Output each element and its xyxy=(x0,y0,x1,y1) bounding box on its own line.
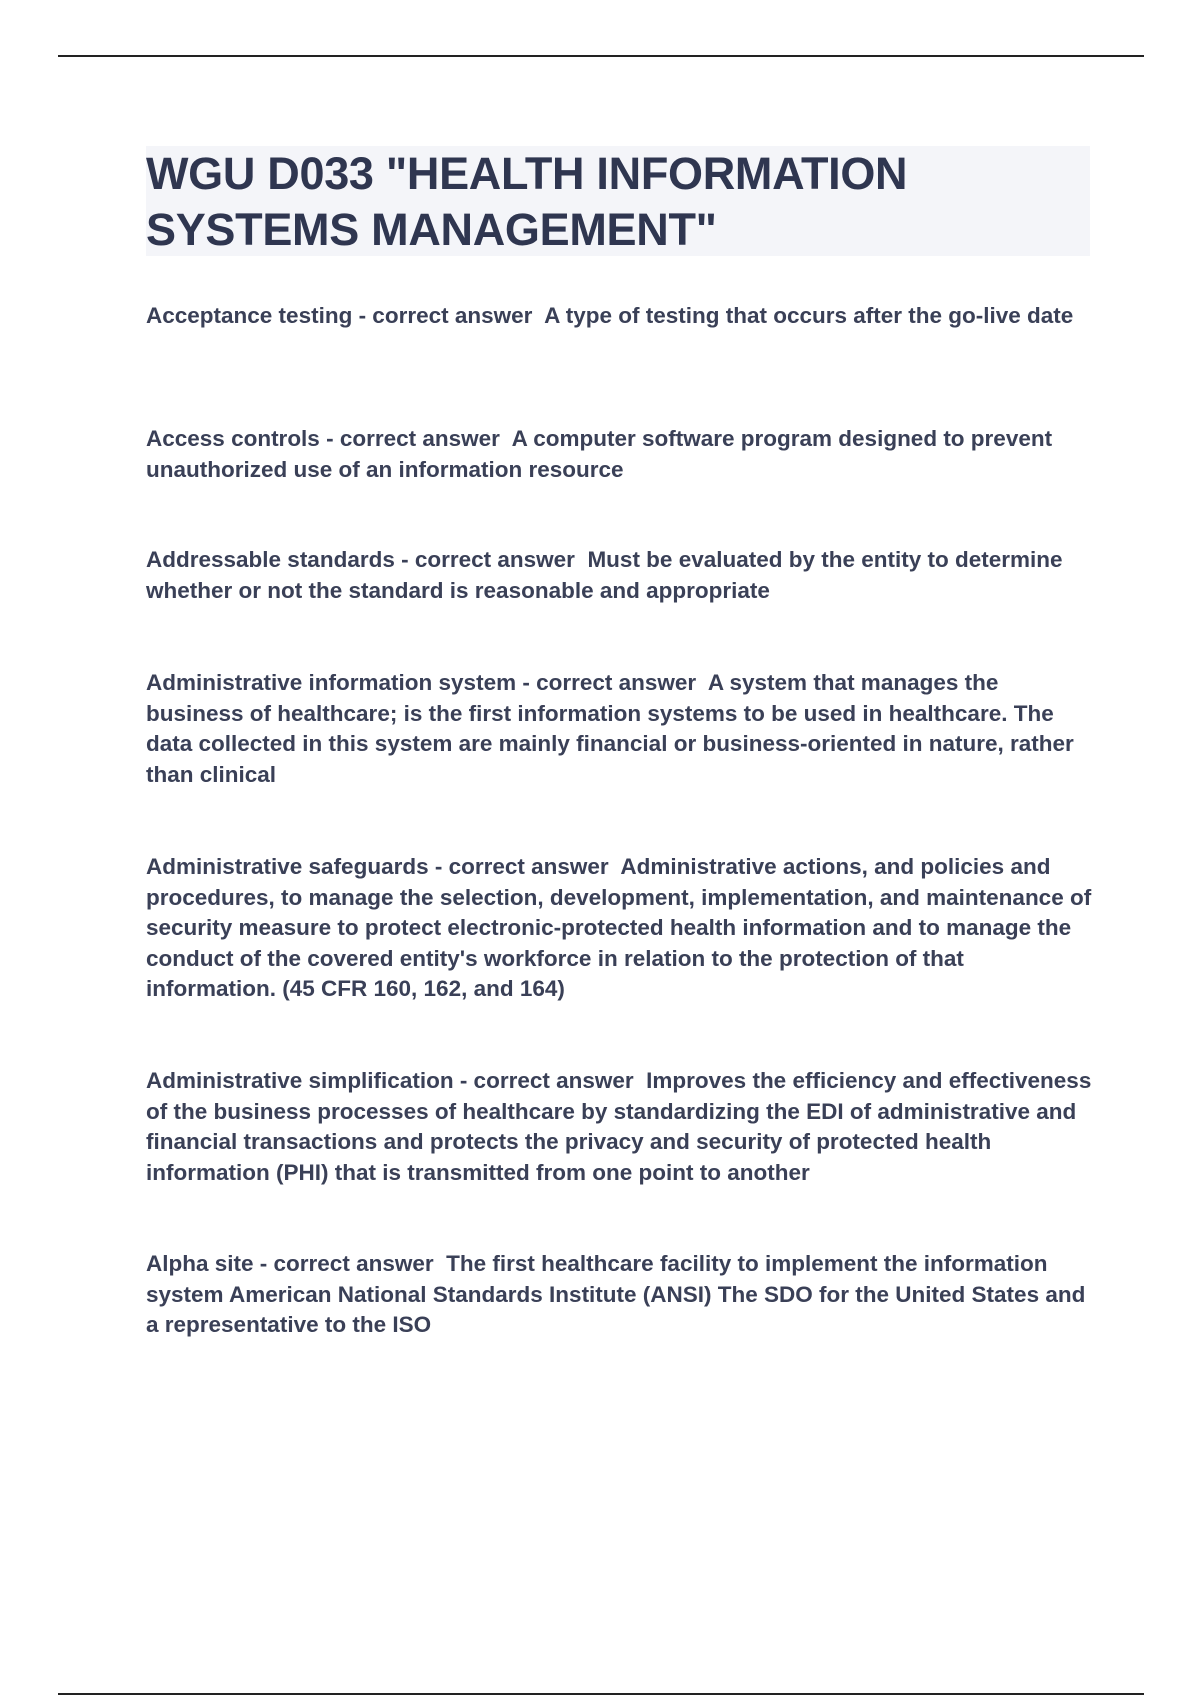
entry-separator: - correct answer xyxy=(394,547,588,572)
bottom-rule xyxy=(58,1693,1144,1695)
entry-term: Administrative information system xyxy=(146,670,517,695)
entry-definition: A computer software program designed to prevent unauthorized use of an information resource xyxy=(146,426,1059,482)
entry-separator: - correct answer xyxy=(319,426,512,451)
entry-term: Addressable standards xyxy=(146,547,395,572)
entry-definition: Must be evaluated by the entity to determine whether or not the standard is reasonable and appropriate xyxy=(146,547,1069,603)
entry-definition: The first healthcare facility to implement the information system American National Standards Institute (ANSI) The SDO for the United States and a representative to the ISO xyxy=(146,1251,1092,1337)
list-item xyxy=(146,301,1096,332)
list-item xyxy=(146,424,1096,485)
title-block xyxy=(146,146,1090,256)
entry-definition: Administrative actions, and policies and procedures, to manage the selection, development, implementation, and maintenance of security measure to protect electronic-protected health information and to manage the conduct of the covered entity's workforce in relation to the protection of that information. (45 CFR 160, 162, and 164) xyxy=(146,854,1098,1001)
list-item xyxy=(146,1249,1096,1341)
entry-separator: - correct answer xyxy=(453,1068,647,1093)
entry-definition: A system that manages the business of healthcare; is the first information systems to be used in healthcare. The data collected in this system are mainly financial or business-oriented in nature, rather than clinical xyxy=(146,670,1081,787)
entry-term: Administrative simplification xyxy=(146,1068,454,1093)
entry-term: Access controls xyxy=(146,426,320,451)
list-item xyxy=(146,545,1096,606)
top-rule xyxy=(58,55,1144,57)
entry-term: Administrative safeguards xyxy=(146,854,429,879)
entry-separator: - correct answer xyxy=(516,670,708,695)
page-title: WGU D033 "HEALTH INFORMATION SYSTEMS MANAGEMENT" xyxy=(146,148,908,255)
entry-separator: - correct answer xyxy=(352,303,545,328)
entry-definition: A type of testing that occurs after the go-live date xyxy=(544,303,1074,328)
entry-separator: - correct answer xyxy=(253,1251,447,1276)
list-item xyxy=(146,1066,1096,1188)
list-item xyxy=(146,668,1096,790)
entry-term: Acceptance testing xyxy=(146,303,353,328)
entry-definition: Improves the efficiency and effectiveness of the business processes of healthcare by standardizing the EDI of administrative and financial transactions and protects the privacy and security of protected health information (PHI) that is transmitted from one point to another xyxy=(146,1068,1098,1185)
entry-separator: - correct answer xyxy=(428,854,621,879)
entry-term: Alpha site xyxy=(146,1251,254,1276)
list-item xyxy=(146,852,1096,1005)
